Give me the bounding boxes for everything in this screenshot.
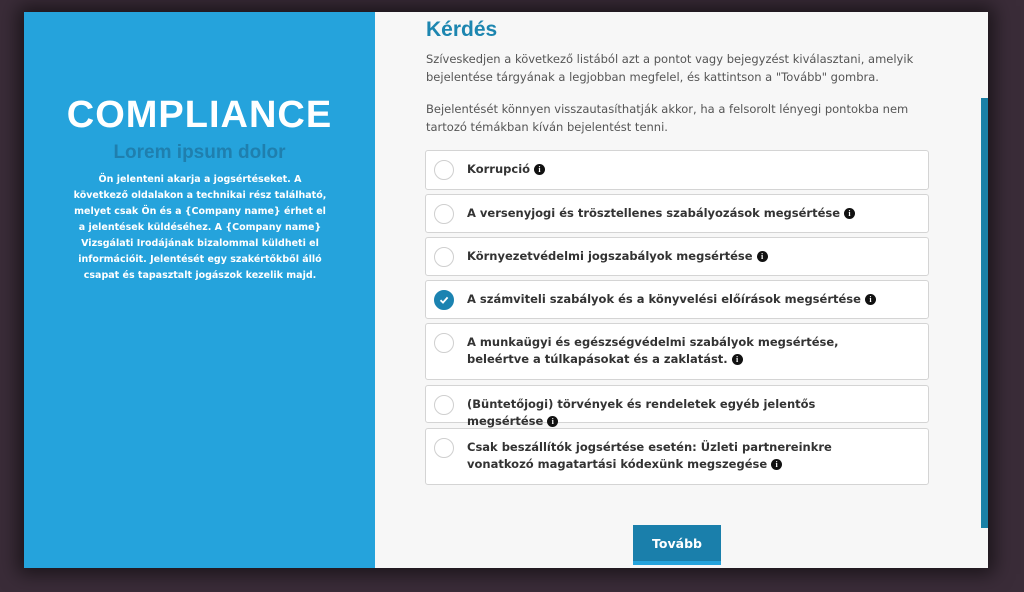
option-label	[467, 205, 888, 222]
option-label	[467, 291, 888, 308]
option-korrupcio[interactable]	[425, 150, 929, 190]
question-title: Kérdés	[426, 18, 498, 41]
option-label-text: (Büntetőjogi) törvények és rendeletek egyéb jelentős megsértése	[467, 397, 816, 428]
option-label-text: A munkaügyi és egészségvédelmi szabályok megsértése, beleértve a túlkapásokat és a zaklatást.	[467, 335, 839, 366]
info-icon[interactable]: i	[865, 294, 876, 305]
option-label	[467, 334, 888, 368]
option-versenyjog[interactable]	[425, 194, 929, 233]
info-icon[interactable]: i	[732, 354, 743, 365]
brand-title: COMPLIANCE	[66, 94, 333, 136]
compliance-window	[24, 12, 988, 568]
info-icon[interactable]: i	[547, 416, 558, 427]
option-label-text: Csak beszállítók jogsértése esetén: Üzleti partnereinkre vonatkozó magatartási kódexünk megszegése	[467, 440, 832, 471]
next-button[interactable]: Tovább	[633, 525, 721, 565]
radio-button-checked[interactable]	[434, 290, 454, 310]
option-label	[467, 248, 888, 265]
radio-button[interactable]	[434, 247, 454, 267]
option-kornyezetvedelem[interactable]	[425, 237, 929, 276]
radio-button[interactable]	[434, 204, 454, 224]
radio-button[interactable]	[434, 438, 454, 458]
option-label	[467, 396, 888, 430]
brand-panel	[24, 12, 375, 568]
option-beszallitok[interactable]	[425, 428, 929, 485]
question-panel	[375, 12, 988, 568]
option-label-text: A számviteli szabályok és a könyvelési előírások megsértése	[467, 292, 861, 306]
option-szamvitel[interactable]	[425, 280, 929, 319]
info-icon[interactable]: i	[534, 164, 545, 175]
brand-subtitle: Lorem ipsum dolor	[113, 142, 286, 163]
option-label-text: Környezetvédelmi jogszabályok megsértése	[467, 249, 753, 263]
option-munkaugy[interactable]	[425, 323, 929, 380]
question-note: Bejelentését könnyen visszautasíthatják akkor, ha a felsorolt lényegi pontokba nem tartozó témákban kíván bejelentést tenni.	[426, 102, 909, 134]
info-icon[interactable]: i	[844, 208, 855, 219]
question-intro: Szíveskedjen a következő listából azt a pontot vagy bejegyzést kiválasztani, amelyik bejelentése tárgyának a legjobban megfelel, és kattintson a "Tovább" gombra.	[426, 52, 914, 84]
option-label	[467, 161, 888, 178]
info-icon[interactable]: i	[757, 251, 768, 262]
option-buntetojog[interactable]	[425, 385, 929, 428]
radio-button[interactable]	[434, 160, 454, 180]
option-label-text: A versenyjogi és trösztellenes szabályozások megsértése	[467, 206, 841, 220]
radio-button[interactable]	[434, 395, 454, 415]
brand-description: Ön jelenteni akarja a jogsértéseket. A következő oldalakon a technikai rész található, melyet csak Ön és a {Company name} érhet el a jelentések küldéséhez. A {Company name} Vizsgálati Irodájának bizalommal küldheti el információit. Jelentését egy szakértőkből álló csapat és tapasztalt jogászok kezelik majd.	[73, 174, 327, 281]
option-label	[467, 439, 888, 473]
scrollbar[interactable]	[981, 98, 988, 528]
option-label-text: Korrupció	[467, 162, 531, 176]
info-icon[interactable]: i	[771, 459, 782, 470]
radio-button[interactable]	[434, 333, 454, 353]
checkmark-icon	[439, 295, 449, 305]
